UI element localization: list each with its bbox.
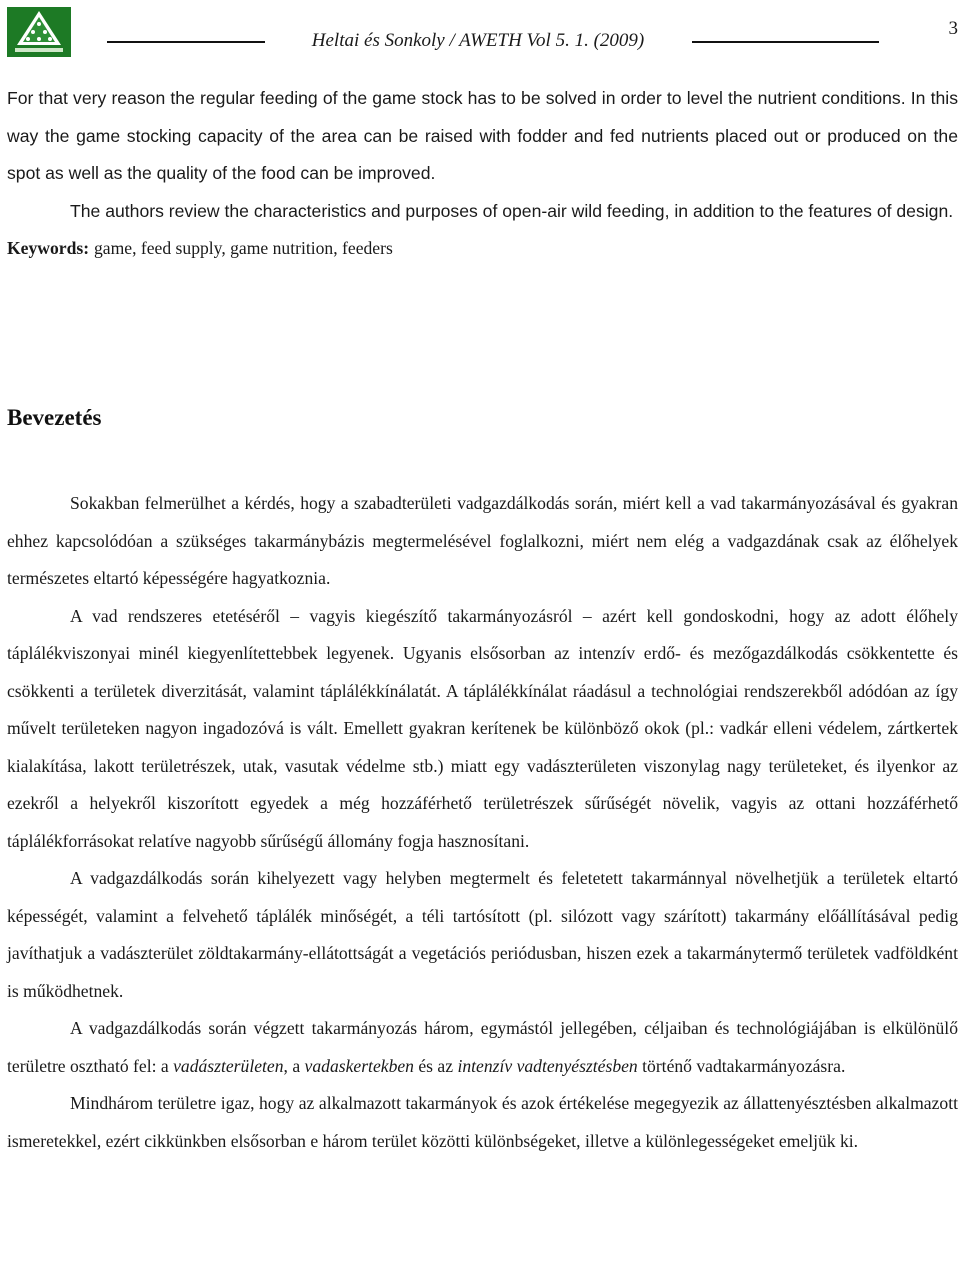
body-text-run: és az bbox=[413, 1055, 458, 1076]
body-paragraph: A vad rendszeres etetéséről – vagyis kiegészítő takarmányozásról – azért kell gondoskodni, hogy az adott élőhely táplálékviszonyai minél kiegyenlítettebbek legyenek. Ugyanis elsősorban az intenzív erdő- és mezőgazdálkodás csökkentette és csökkenti a területek diverzitását, valamint táplálékkínálatát. A táplálékkínálat ráadásul a technológiai rendszerekből adódóan az így művelt területeken nagyon ingadozóvá is vált. Emellett gyakran kerítenek be különböző okok (pl.: vadkár elleni védelem, zártkertek kialakítása, lakott területrészek, utak, vasutak védelme stb.) miatt egy vadászterületen viszonylag nagy területeket, és ilyenkor az ezekről a helyekről kiszorított egyedek a még hozzáférhető területrészek sűrűségét növelik, vagyis az ottani hozzáférhető táplálékforrásokat relatíve nagyobb sűrűségű állomány fogja hasznosítani. bbox=[7, 605, 958, 851]
section-heading: Bevezetés bbox=[7, 405, 102, 430]
page-header bbox=[0, 0, 960, 64]
abstract bbox=[7, 80, 958, 268]
body-text-run: történő vadtakarmányozásra. bbox=[637, 1055, 846, 1076]
header-rule-right bbox=[692, 41, 879, 43]
body-paragraph bbox=[7, 1010, 958, 1085]
keywords-line bbox=[7, 230, 958, 268]
logo-pyramid-icon bbox=[7, 7, 71, 57]
emphasis-term: intenzív vadtenyésztésben bbox=[457, 1055, 638, 1076]
body-paragraph: Sokakban felmerülhet a kérdés, hogy a szabadterületi vadgazdálkodás során, miért kell a vad takarmányozásával és gyakran ehhez kapcsolódóan a szükséges takarmánybázis megtermelésével foglalkozni, miért nem elég a vadgazdának csak az élőhelyek természetes eltartó képességére hagyatkoznia. bbox=[7, 493, 958, 588]
body-paragraph: Mindhárom területre igaz, hogy az alkalmazott takarmányok és azok értékelése megegyezik az állattenyésztésben alkalmazott ismeretekkel, ezért cikkünkben elsősorban e három terület közötti különbségeket, illetve a különlegességeket emeljük ki. bbox=[7, 1093, 958, 1151]
emphasis-term: vadászterületen bbox=[173, 1055, 284, 1076]
section-body bbox=[7, 485, 958, 1160]
page-number: 3 bbox=[948, 18, 958, 39]
body-paragraph: A vadgazdálkodás során kihelyezett vagy helyben megtermelt és feletetett takarmánnyal növelhetjük a területek eltartó képességét, valamint a felvehető táplálék minőségét, a téli tartósított (pl. silózott vagy szárított) takarmány előállításával pedig javíthatjuk a vadászterület zöldtakarmány-ellátottságát a vegetációs periódusban, hiszen ezek a takarmánytermő területek vadföldként is működhetnek. bbox=[7, 868, 958, 1001]
abstract-paragraph: For that very reason the regular feeding of the game stock has to be solved in order to level the nutrient conditions. In this way the game stocking capacity of the area can be raised with fodder and fed nutrients placed out or produced on the spot as well as the quality of the food can be improved. bbox=[7, 88, 958, 183]
journal-title: Heltai és Sonkoly / AWETH Vol 5. 1. (2009) bbox=[311, 30, 645, 51]
body-text-run: , a bbox=[283, 1055, 305, 1076]
keywords-text: game, feed supply, game nutrition, feeders bbox=[93, 238, 393, 258]
journal-logo bbox=[7, 7, 71, 57]
header-rule-left bbox=[107, 41, 265, 43]
abstract-paragraph: The authors review the characteristics and purposes of open-air wild feeding, in addition to the features of design. bbox=[70, 200, 954, 221]
keywords-label: Keywords: bbox=[7, 238, 90, 258]
body-text-run: A vadgazdálkodás során végzett takarmányozás három, egymástól jellegében, céljaiban és technológiájában is elkülönülő területre osztható fel: a bbox=[7, 1018, 958, 1076]
emphasis-term: vadaskertekben bbox=[304, 1055, 414, 1076]
